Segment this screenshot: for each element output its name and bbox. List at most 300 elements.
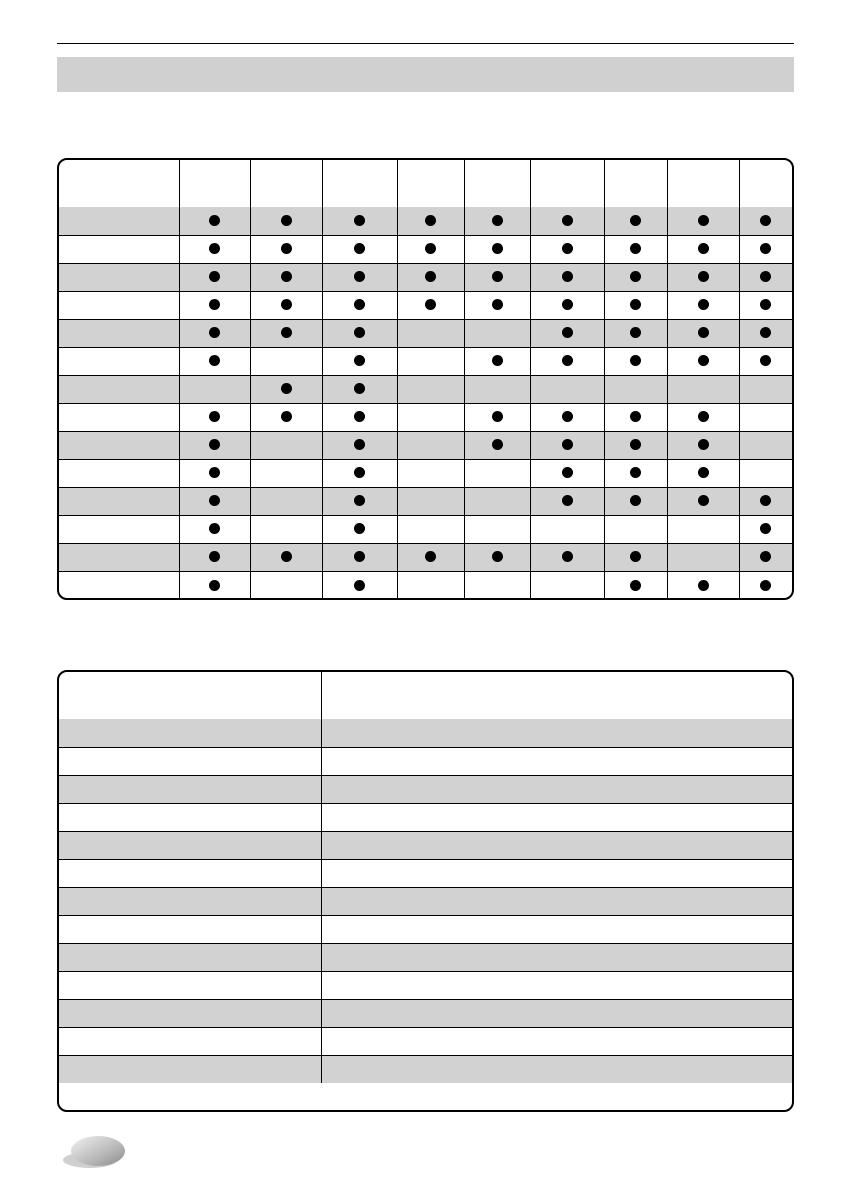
table-row [59, 515, 792, 543]
description-cell [321, 1055, 792, 1083]
bullet-mark-icon [425, 215, 436, 226]
description-cell [321, 803, 792, 831]
bullet-mark-icon [760, 215, 771, 226]
mark-cell [179, 347, 250, 375]
bullet-mark-icon [209, 327, 220, 338]
table-row [59, 915, 792, 943]
bullet-mark-icon [281, 215, 292, 226]
table-row [59, 719, 792, 747]
term-cell [59, 831, 321, 859]
mark-cell [530, 571, 604, 599]
mark-cell [397, 263, 464, 291]
description-cell [321, 1027, 792, 1055]
mark-cell [739, 291, 792, 319]
mark-cell [667, 263, 739, 291]
mark-cell [604, 543, 667, 571]
mark-cell [667, 291, 739, 319]
mark-cell [530, 319, 604, 347]
bullet-mark-icon [698, 271, 709, 282]
mark-cell [530, 291, 604, 319]
bullet-mark-icon [760, 495, 771, 506]
mark-cell [322, 543, 397, 571]
bullet-mark-icon [492, 215, 503, 226]
bullet-mark-icon [760, 299, 771, 310]
bullet-mark-icon [630, 327, 641, 338]
mark-cell [464, 347, 530, 375]
description-cell [321, 915, 792, 943]
mark-cell [322, 487, 397, 515]
mark-cell [322, 459, 397, 487]
bullet-mark-icon [425, 551, 436, 562]
mark-cell [604, 375, 667, 403]
bullet-mark-icon [492, 243, 503, 254]
mark-cell [667, 515, 739, 543]
mark-cell [397, 235, 464, 263]
mark-cell [250, 207, 322, 235]
mark-cell [530, 375, 604, 403]
header-cell [179, 160, 250, 207]
table-row [59, 375, 792, 403]
row-label-cell [59, 487, 179, 515]
mark-cell [322, 319, 397, 347]
bullet-mark-icon [354, 495, 365, 506]
mark-cell [464, 515, 530, 543]
bullet-mark-icon [209, 580, 220, 591]
table-row [59, 263, 792, 291]
mark-cell [322, 347, 397, 375]
row-label-cell [59, 515, 179, 543]
table-row [59, 831, 792, 859]
top-rule [57, 43, 794, 44]
bullet-mark-icon [760, 523, 771, 534]
table-row [59, 487, 792, 515]
bullet-mark-icon [562, 215, 573, 226]
table-row [59, 319, 792, 347]
row-label-cell [59, 207, 179, 235]
bullet-mark-icon [698, 355, 709, 366]
mark-cell [739, 207, 792, 235]
bullet-mark-icon [630, 439, 641, 450]
term-cell [59, 803, 321, 831]
mark-cell [604, 347, 667, 375]
mark-cell [397, 319, 464, 347]
row-label-cell [59, 319, 179, 347]
bullet-mark-icon [281, 271, 292, 282]
mark-cell [250, 263, 322, 291]
description-cell [321, 775, 792, 803]
bullet-mark-icon [562, 495, 573, 506]
description-cell [321, 971, 792, 999]
row-label-cell [59, 571, 179, 599]
row-label-cell [59, 291, 179, 319]
mark-cell [739, 543, 792, 571]
mark-cell [604, 319, 667, 347]
mark-cell [464, 431, 530, 459]
term-cell [59, 1027, 321, 1055]
mark-cell [739, 403, 792, 431]
bullet-mark-icon [698, 467, 709, 478]
bullet-mark-icon [760, 580, 771, 591]
bullet-mark-icon [209, 243, 220, 254]
table-row [59, 859, 792, 887]
mark-cell [530, 515, 604, 543]
mark-cell [397, 403, 464, 431]
mark-cell [397, 487, 464, 515]
mark-cell [179, 543, 250, 571]
mark-cell [397, 431, 464, 459]
bullet-mark-icon [698, 215, 709, 226]
mark-cell [667, 487, 739, 515]
mark-cell [604, 515, 667, 543]
bullet-mark-icon [562, 467, 573, 478]
row-label-cell [59, 543, 179, 571]
bullet-mark-icon [630, 215, 641, 226]
mark-cell [179, 515, 250, 543]
mark-cell [397, 543, 464, 571]
bullet-mark-icon [209, 355, 220, 366]
mark-cell [250, 543, 322, 571]
bullet-mark-icon [492, 411, 503, 422]
description-table [57, 670, 794, 1112]
mark-cell [739, 487, 792, 515]
description-cell [321, 747, 792, 775]
compatibility-table-header [59, 160, 792, 207]
description-table-header [59, 672, 792, 719]
page-number-tab [62, 1135, 126, 1169]
table-row [59, 1055, 792, 1083]
mark-cell [739, 235, 792, 263]
bullet-mark-icon [354, 551, 365, 562]
mark-cell [530, 263, 604, 291]
table-row [59, 571, 792, 599]
section-title-bar [57, 57, 794, 92]
row-label-cell [59, 235, 179, 263]
table-row [59, 943, 792, 971]
bullet-mark-icon [760, 551, 771, 562]
bullet-mark-icon [209, 215, 220, 226]
mark-cell [464, 487, 530, 515]
bullet-mark-icon [281, 243, 292, 254]
bullet-mark-icon [492, 355, 503, 366]
mark-cell [464, 291, 530, 319]
bullet-mark-icon [209, 467, 220, 478]
header-cell [321, 672, 792, 719]
term-cell [59, 859, 321, 887]
bullet-mark-icon [281, 327, 292, 338]
term-cell [59, 719, 321, 747]
mark-cell [179, 431, 250, 459]
mark-cell [250, 431, 322, 459]
mark-cell [179, 207, 250, 235]
bullet-mark-icon [698, 327, 709, 338]
term-cell [59, 887, 321, 915]
bullet-mark-icon [209, 439, 220, 450]
mark-cell [250, 403, 322, 431]
bullet-mark-icon [209, 551, 220, 562]
mark-cell [464, 543, 530, 571]
mark-cell [397, 375, 464, 403]
bullet-mark-icon [281, 551, 292, 562]
mark-cell [250, 571, 322, 599]
description-cell [321, 859, 792, 887]
term-cell [59, 747, 321, 775]
bullet-mark-icon [562, 299, 573, 310]
mark-cell [179, 459, 250, 487]
mark-cell [739, 375, 792, 403]
row-label-cell [59, 431, 179, 459]
header-cell [322, 160, 397, 207]
bullet-mark-icon [209, 411, 220, 422]
mark-cell [604, 263, 667, 291]
bullet-mark-icon [354, 271, 365, 282]
bullet-mark-icon [209, 495, 220, 506]
bullet-mark-icon [354, 439, 365, 450]
mark-cell [667, 319, 739, 347]
row-label-cell [59, 403, 179, 431]
bullet-mark-icon [492, 551, 503, 562]
mark-cell [397, 571, 464, 599]
bullet-mark-icon [562, 327, 573, 338]
bullet-mark-icon [562, 355, 573, 366]
mark-cell [250, 319, 322, 347]
header-cell [530, 160, 604, 207]
mark-cell [530, 431, 604, 459]
term-cell [59, 943, 321, 971]
header-cell [604, 160, 667, 207]
mark-cell [397, 515, 464, 543]
mark-cell [179, 235, 250, 263]
bullet-mark-icon [209, 271, 220, 282]
mark-cell [739, 515, 792, 543]
mark-cell [179, 375, 250, 403]
bullet-mark-icon [425, 299, 436, 310]
mark-cell [739, 459, 792, 487]
bullet-mark-icon [281, 299, 292, 310]
header-cell [250, 160, 322, 207]
table-row [59, 291, 792, 319]
mark-cell [530, 403, 604, 431]
bullet-mark-icon [209, 299, 220, 310]
header-cell [464, 160, 530, 207]
bullet-mark-icon [698, 580, 709, 591]
bullet-mark-icon [209, 523, 220, 534]
term-cell [59, 915, 321, 943]
bullet-mark-icon [698, 411, 709, 422]
mark-cell [464, 235, 530, 263]
mark-cell [179, 571, 250, 599]
mark-cell [322, 431, 397, 459]
bullet-mark-icon [630, 243, 641, 254]
mark-cell [250, 235, 322, 263]
table-row [59, 1027, 792, 1055]
mark-cell [739, 431, 792, 459]
term-cell [59, 1055, 321, 1083]
bullet-mark-icon [492, 299, 503, 310]
mark-cell [604, 431, 667, 459]
mark-cell [250, 487, 322, 515]
mark-cell [250, 515, 322, 543]
bullet-mark-icon [354, 467, 365, 478]
description-cell [321, 719, 792, 747]
mark-cell [667, 375, 739, 403]
description-cell [321, 887, 792, 915]
bullet-mark-icon [630, 495, 641, 506]
bullet-mark-icon [354, 327, 365, 338]
mark-cell [322, 207, 397, 235]
mark-cell [464, 319, 530, 347]
mark-cell [464, 459, 530, 487]
term-cell [59, 999, 321, 1027]
mark-cell [250, 375, 322, 403]
bullet-mark-icon [354, 299, 365, 310]
bullet-mark-icon [354, 355, 365, 366]
mark-cell [667, 207, 739, 235]
mark-cell [667, 235, 739, 263]
mark-cell [179, 263, 250, 291]
mark-cell [530, 207, 604, 235]
mark-cell [739, 571, 792, 599]
bullet-mark-icon [562, 243, 573, 254]
mark-cell [604, 403, 667, 431]
header-cell [667, 160, 739, 207]
mark-cell [397, 347, 464, 375]
mark-cell [179, 403, 250, 431]
mark-cell [739, 263, 792, 291]
bullet-mark-icon [281, 411, 292, 422]
table-row [59, 999, 792, 1027]
bullet-mark-icon [760, 327, 771, 338]
row-label-cell [59, 375, 179, 403]
mark-cell [464, 263, 530, 291]
mark-cell [667, 543, 739, 571]
header-cell [59, 672, 321, 719]
mark-cell [179, 291, 250, 319]
mark-cell [667, 571, 739, 599]
mark-cell [250, 291, 322, 319]
mark-cell [397, 207, 464, 235]
bullet-mark-icon [760, 355, 771, 366]
header-cell [397, 160, 464, 207]
mark-cell [322, 375, 397, 403]
bullet-mark-icon [281, 383, 292, 394]
header-corner-cell [59, 160, 179, 207]
table-row [59, 431, 792, 459]
mark-cell [530, 487, 604, 515]
row-label-cell [59, 347, 179, 375]
bullet-mark-icon [562, 411, 573, 422]
table-row [59, 459, 792, 487]
bullet-mark-icon [425, 243, 436, 254]
row-label-cell [59, 459, 179, 487]
mark-cell [322, 403, 397, 431]
bullet-mark-icon [425, 271, 436, 282]
mark-cell [322, 235, 397, 263]
header-cell [739, 160, 792, 207]
table-row [59, 403, 792, 431]
bullet-mark-icon [354, 580, 365, 591]
bullet-mark-icon [698, 243, 709, 254]
table-row [59, 543, 792, 571]
mark-cell [322, 571, 397, 599]
bullet-mark-icon [630, 355, 641, 366]
mark-cell [464, 403, 530, 431]
bullet-mark-icon [698, 299, 709, 310]
bullet-mark-icon [354, 383, 365, 394]
bullet-mark-icon [354, 215, 365, 226]
bullet-mark-icon [698, 439, 709, 450]
bullet-mark-icon [354, 523, 365, 534]
table-row [59, 887, 792, 915]
mark-cell [667, 431, 739, 459]
table-row [59, 775, 792, 803]
bullet-mark-icon [630, 271, 641, 282]
mark-cell [739, 347, 792, 375]
description-cell [321, 943, 792, 971]
bullet-mark-icon [630, 467, 641, 478]
bullet-mark-icon [630, 411, 641, 422]
mark-cell [667, 347, 739, 375]
table-row [59, 207, 792, 235]
mark-cell [179, 487, 250, 515]
mark-cell [322, 291, 397, 319]
mark-cell [530, 459, 604, 487]
mark-cell [464, 375, 530, 403]
bullet-mark-icon [630, 299, 641, 310]
mark-cell [530, 235, 604, 263]
table-row [59, 803, 792, 831]
mark-cell [464, 207, 530, 235]
mark-cell [604, 207, 667, 235]
bullet-mark-icon [354, 411, 365, 422]
bullet-mark-icon [492, 271, 503, 282]
bullet-mark-icon [630, 551, 641, 562]
mark-cell [464, 571, 530, 599]
mark-cell [604, 291, 667, 319]
mark-cell [250, 347, 322, 375]
bullet-mark-icon [492, 439, 503, 450]
mark-cell [604, 459, 667, 487]
table-row [59, 747, 792, 775]
bullet-mark-icon [630, 580, 641, 591]
bullet-mark-icon [760, 271, 771, 282]
mark-cell [667, 403, 739, 431]
mark-cell [739, 319, 792, 347]
table-row [59, 235, 792, 263]
mark-cell [179, 319, 250, 347]
table-row [59, 971, 792, 999]
mark-cell [322, 515, 397, 543]
bullet-mark-icon [562, 271, 573, 282]
bullet-mark-icon [562, 551, 573, 562]
mark-cell [604, 487, 667, 515]
mark-cell [604, 571, 667, 599]
row-label-cell [59, 263, 179, 291]
bullet-mark-icon [698, 495, 709, 506]
mark-cell [397, 291, 464, 319]
mark-cell [250, 459, 322, 487]
mark-cell [604, 235, 667, 263]
description-cell [321, 999, 792, 1027]
mark-cell [530, 543, 604, 571]
description-cell [321, 831, 792, 859]
table-row [59, 347, 792, 375]
mark-cell [667, 459, 739, 487]
bullet-mark-icon [562, 439, 573, 450]
bullet-mark-icon [760, 243, 771, 254]
term-cell [59, 971, 321, 999]
compatibility-table [57, 158, 794, 600]
term-cell [59, 775, 321, 803]
